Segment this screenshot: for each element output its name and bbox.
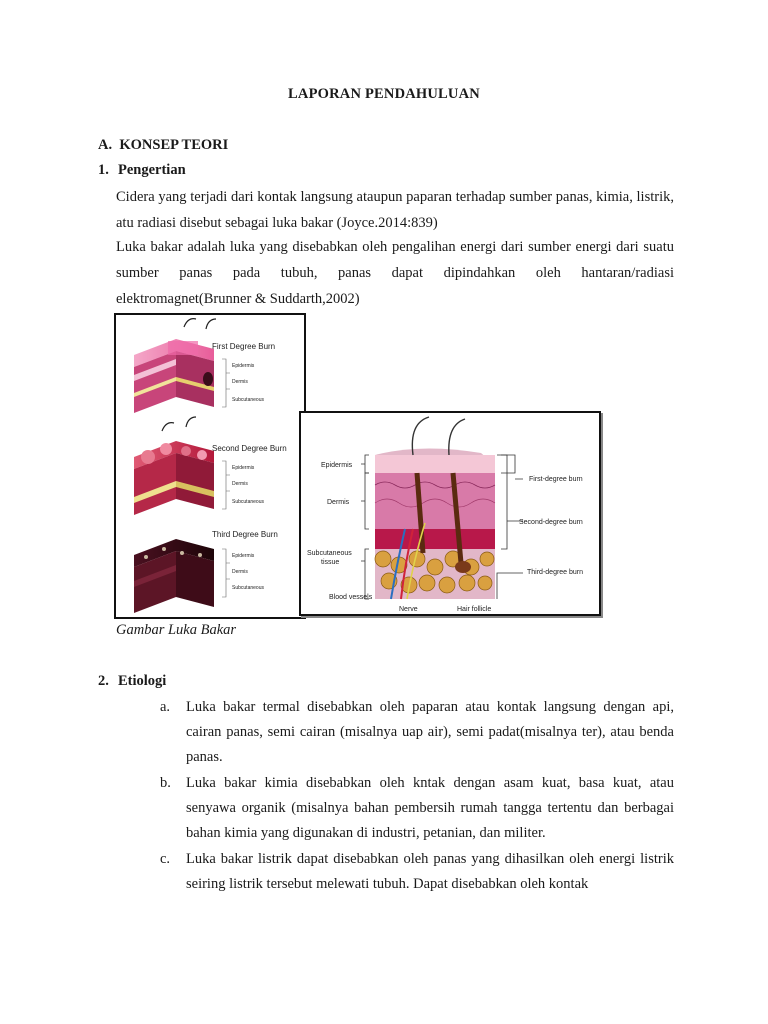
subheading-pengertian [98,162,186,179]
list-item-text: Luka bakar termal disebabkan oleh paparan atau kontak langsung dengan api, cairan panas, semi cairan (misalnya uap air), semi padat(misalnya ter), atau benda panas. [186,699,674,765]
list-marker: b. [160,775,171,791]
paragraph: Cidera yang terjadi dari kontak langsung ataupun paparan terhadap sumber panas, kimia, listrik, atu radiasi disebut sebagai luka bakar (Joyce.2014:839) [116,189,674,231]
diagram-label-hair-follicle: Hair follicle [457,606,492,613]
diagram-label-blood-vessels: Blood vessels [329,594,373,601]
section-heading [98,137,228,154]
burn-title-second: Second Degree Burn [212,444,287,453]
list-item [160,771,674,846]
layer-label: Epidermis [232,363,255,369]
burn-title-first: First Degree Burn [212,342,276,351]
layer-label: Dermis [232,481,248,487]
list-marker: c. [160,851,171,867]
layer-label: Subcutaneous [232,499,264,505]
diagram-label-subcutaneous: Subcutaneous [307,550,352,557]
list-marker: a. [160,699,171,715]
diagram-label-second-degree: Second-degree burn [519,519,583,526]
subheading-label: Pengertian [118,162,186,178]
document-title: LAPORAN PENDAHULUAN [288,86,480,102]
diagram-label-tissue: tissue [321,559,340,566]
diagram-label-epidermis: Epidermis [321,462,353,469]
burn-degrees-illustration [114,313,306,619]
section-letter: A. [98,137,113,153]
figure-caption: Gambar Luka Bakar [116,622,237,638]
diagram-label-third-degree: Third-degree burn [527,569,584,576]
subheading-label: Etiologi [118,673,167,689]
list-item [160,847,674,897]
layer-label: Subcutaneous [232,397,264,403]
list-item-text: Luka bakar kimia disebabkan oleh kntak dengan asam kuat, basa kuat, atau senyawa organik (misalnya bahan pembersih rumah tangga tertentu dan berbagai bahan kimia yang digunakan di industri, petanian, dan militer. [186,775,674,841]
diagram-label-dermis: Dermis [327,499,350,506]
skin-cross-section-illustration [299,411,601,616]
paragraph: Luka bakar adalah luka yang disebabkan oleh pengalihan energi dari sumber energi dari suatu sumber panas pada tubuh, panas dapat dipindahkan oleh hantaran/radiasi elektromagnet(Brunner & Suddarth,2002) [116,239,674,307]
burn-title-third: Third Degree Burn [212,530,278,539]
layer-label: Dermis [232,569,248,575]
list-item [160,695,674,770]
subheading-number: 1. [98,162,109,178]
layer-label: Subcutaneous [232,585,264,591]
diagram-label-nerve: Nerve [399,606,418,613]
layer-label: Epidermis [232,553,255,559]
etiologi-list [160,695,674,898]
layer-label: Dermis [232,379,248,385]
section-label: KONSEP TEORI [119,137,229,153]
subheading-number: 2. [98,673,109,689]
diagram-label-first-degree: First-degree burn [529,476,583,483]
layer-label: Epidermis [232,465,255,471]
subheading-etiologi [98,673,166,690]
list-item-text: Luka bakar listrik dapat disebabkan oleh panas yang dihasilkan oleh energi listrik seiring listrik tersebut melewati tubuh. Dapat disebabkan oleh kontak [186,851,674,892]
